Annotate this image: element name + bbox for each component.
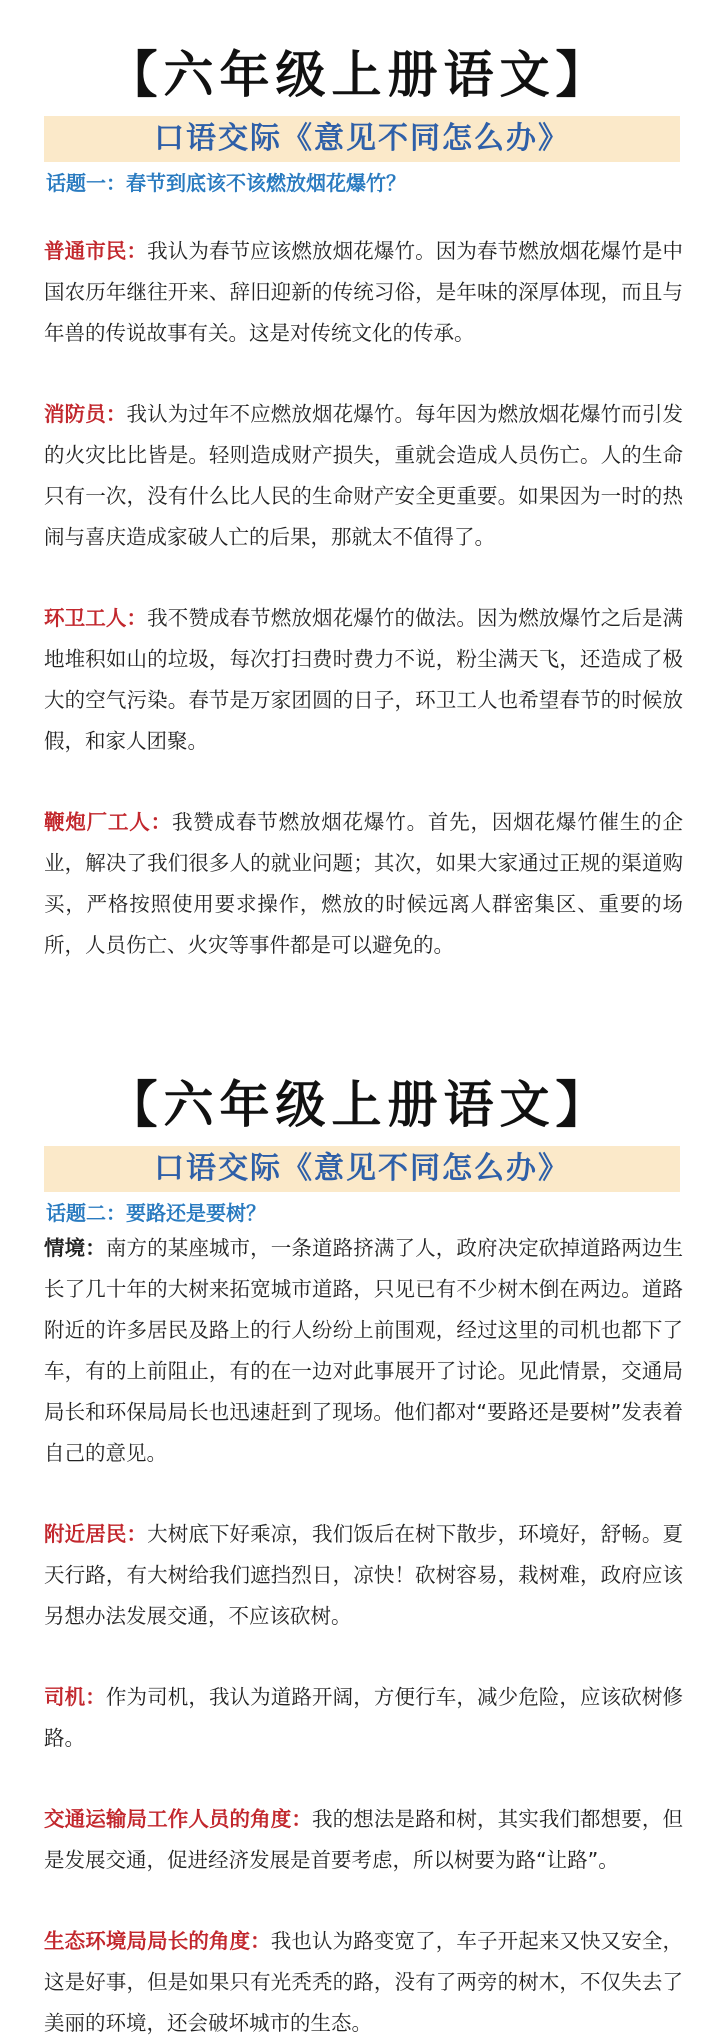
- topic-heading: 话题二：要路还是要树？: [46, 1201, 266, 1225]
- opinion-paragraph: [44, 1799, 683, 1881]
- subtitle-banner: 口语交际《意见不同怎么办》: [44, 116, 680, 162]
- speaker-label: 附近居民：: [44, 1522, 148, 1546]
- scenario-text: 南方的某座城市，一条道路挤满了人，政府决定砍掉道路两边生长了几十年的大树来拓宽城市道路，只见已有不少树木倒在两边。道路附近的许多居民及路上的行人纷纷上前围观，经过这里的司机也都下了车，有的上前阻止，有的在一边对此事展开了讨论。见此情景，交通局局长和环保局局长也迅速赶到了现场。他们都对“要路还是要树”发表着自己的意见。: [44, 1236, 684, 1465]
- speaker-label: 普通市民：: [44, 239, 148, 263]
- opinion-paragraph: [44, 231, 683, 354]
- scenario-label: 情境：: [44, 1236, 106, 1260]
- opinion-text: 我认为春节应该燃放烟花爆竹。因为春节燃放烟花爆竹是中国农历年继往开来、辞旧迎新的传统习俗，是年味的深厚体现，而且与年兽的传说故事有关。这是对传统文化的传承。: [44, 239, 684, 345]
- opinion-text: 我不赞成春节燃放烟花爆竹的做法。因为燃放爆竹之后是满地堆积如山的垃圾，每次打扫费时费力不说，粉尘满天飞，还造成了极大的空气污染。春节是万家团圆的日子，环卫工人也希望春节的时候放假，和家人团聚。: [44, 606, 684, 753]
- opinion-paragraph: [44, 1514, 683, 1637]
- opinion-text: 作为司机，我认为道路开阔，方便行车，减少危险，应该砍树修路。: [44, 1685, 684, 1750]
- opinion-paragraph: [44, 1921, 683, 2044]
- opinion-text: 我的想法是路和树，其实我们都想要，但是发展交通，促进经济发展是首要考虑，所以树要为路“让路”。: [44, 1807, 684, 1872]
- subtitle-banner: 口语交际《意见不同怎么办》: [44, 1146, 680, 1192]
- opinion-text: 大树底下好乘凉，我们饭后在树下散步，环境好，舒畅。夏天行路，有大树给我们遮挡烈日，凉快！砍树容易，栽树难，政府应该另想办法发展交通，不应该砍树。: [44, 1522, 684, 1628]
- opinion-text: 我也认为路变宽了，车子开起来又快又安全，这是好事，但是如果只有光秃秃的路，没有了两旁的树木，不仅失去了美丽的环境，还会破坏城市的生态。: [44, 1929, 684, 2035]
- opinion-paragraph: [44, 598, 683, 762]
- opinion-text: 我认为过年不应燃放烟花爆竹。每年因为燃放烟花爆竹而引发的火灾比比皆是。轻则造成财产损失，重就会造成人员伤亡。人的生命只有一次，没有什么比人民的生命财产安全更重要。如果因为一时的热闹与喜庆造成家破人亡的后果，那就太不值得了。: [44, 402, 684, 549]
- opinion-paragraph: [44, 802, 683, 966]
- topic-heading: 话题一：春节到底该不该燃放烟花爆竹？: [46, 171, 406, 195]
- speaker-label: 环卫工人：: [44, 606, 148, 630]
- opinion-text: 我赞成春节燃放烟花爆竹。首先，因烟花爆竹催生的企业，解决了我们很多人的就业问题；其次，如果大家通过正规的渠道购买，严格按照使用要求操作，燃放的时候远离人群密集区、重要的场所，人员伤亡、火灾等事件都是可以避免的。: [44, 810, 684, 957]
- page-title: 【六年级上册语文】: [107, 45, 612, 104]
- speaker-label: 鞭炮厂工人：: [44, 810, 172, 834]
- page-title: 【六年级上册语文】: [107, 1075, 612, 1134]
- scenario-paragraph: [44, 1228, 683, 1474]
- opinion-paragraph: [44, 394, 683, 558]
- section-topic-two: [0, 1072, 719, 2044]
- opinion-paragraph: [44, 1677, 683, 1759]
- speaker-label: 交通运输局工作人员的角度：: [44, 1807, 313, 1831]
- speaker-label: 生态环境局局长的角度：: [44, 1929, 271, 1953]
- speaker-label: 司机：: [44, 1685, 106, 1709]
- section-topic-one: [0, 42, 719, 966]
- speaker-label: 消防员：: [44, 402, 127, 426]
